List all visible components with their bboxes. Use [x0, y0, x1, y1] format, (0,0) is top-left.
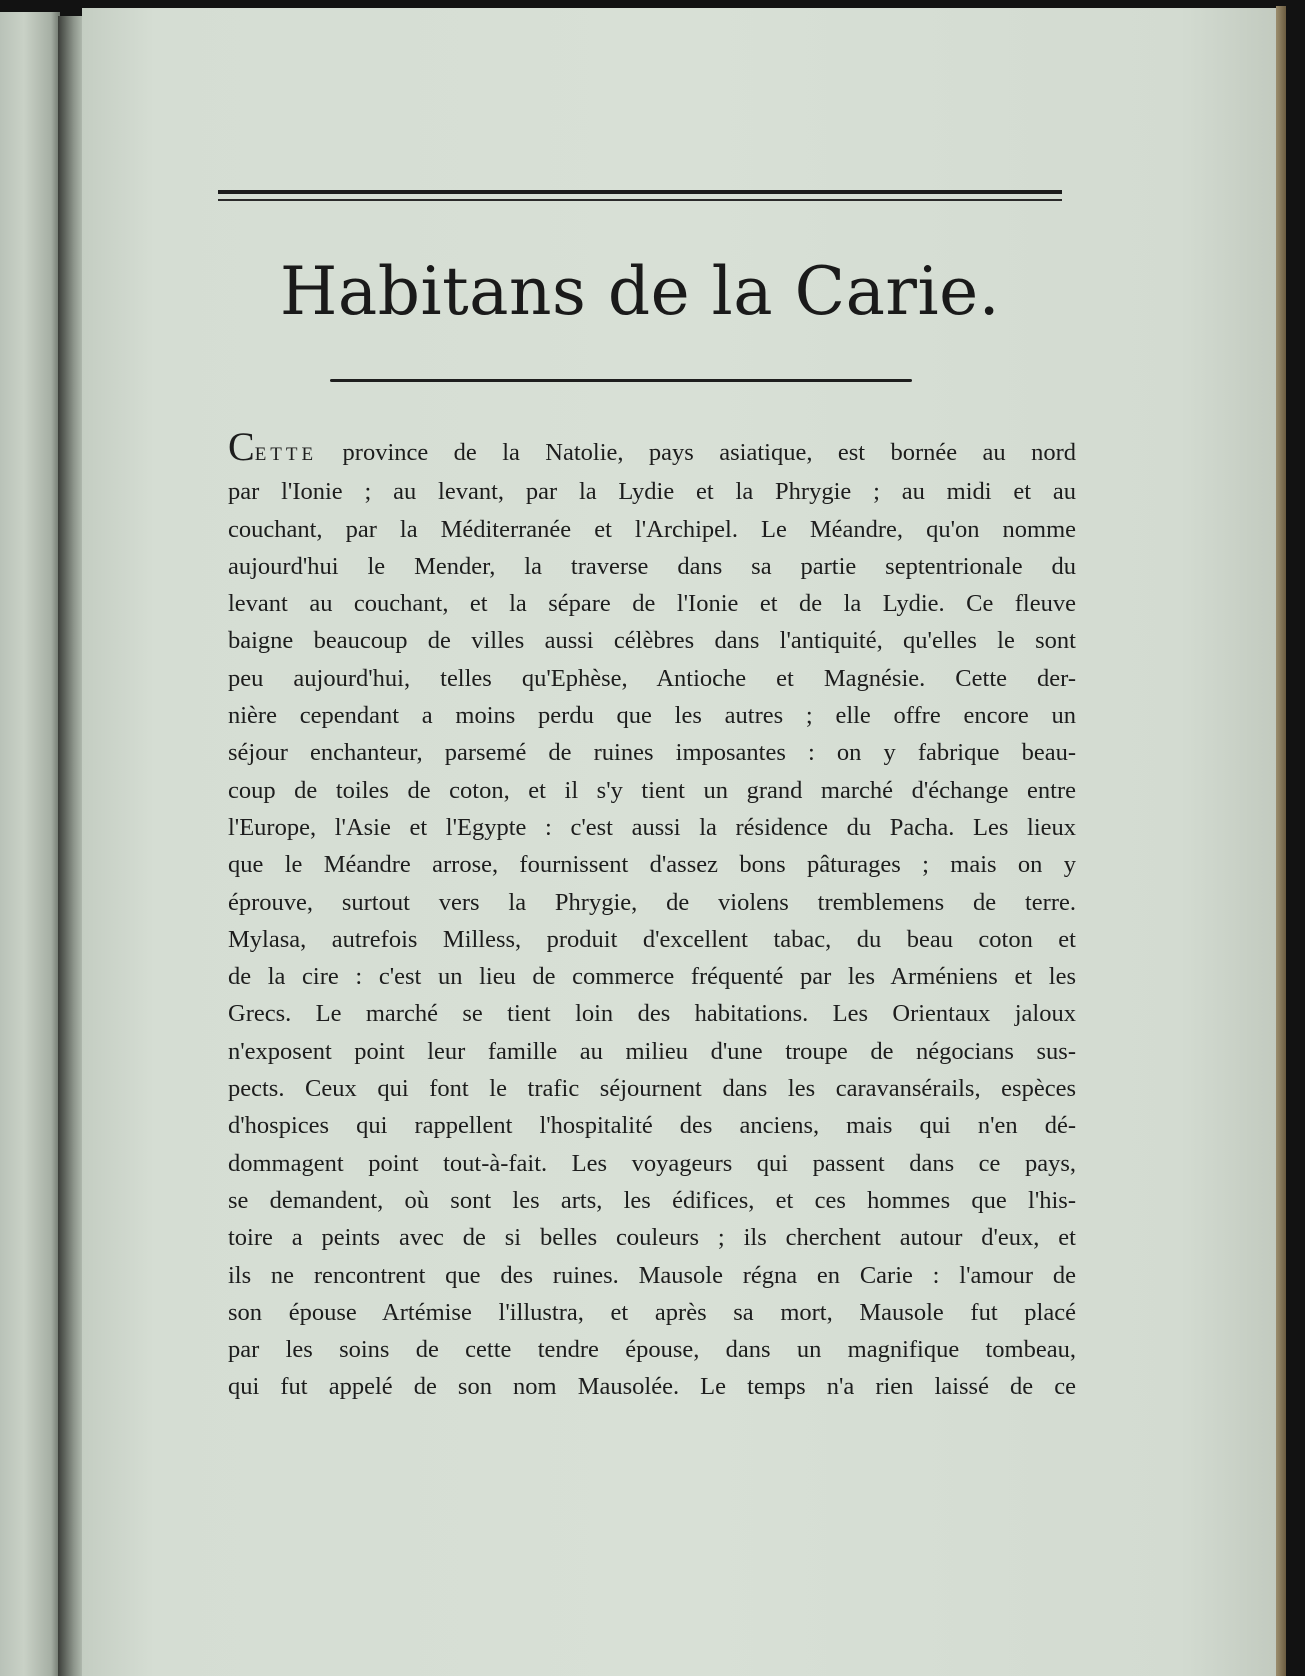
page-fore-edge: [1276, 6, 1286, 1676]
facing-page-edge: [0, 12, 60, 1676]
text-line: Mylasa, autrefois Milless, produit d'excellent tabac, du beau coton et: [228, 925, 1076, 953]
text-line: n'exposent point leur famille au milieu d'une troupe de négocians sus-: [228, 1037, 1076, 1065]
text-line: Grecs. Le marché se tient loin des habitations. Les Orientaux jaloux: [228, 1000, 1076, 1028]
text-line: que le Méandre arrose, fournissent d'assez bons pâturages ; mais on y: [228, 851, 1076, 879]
header-rule-thick: [218, 190, 1062, 194]
first-word-small-caps: ETTE: [254, 444, 318, 465]
text-line: ils ne rencontrent que des ruines. Mausole régna en Carie : l'amour de: [228, 1261, 1076, 1289]
header-rule-thin: [218, 199, 1062, 201]
text-line: qui fut appelé de son nom Mausolée. Le temps n'a rien laissé de ce: [228, 1373, 1076, 1401]
text-line: séjour enchanteur, parsemé de ruines imposantes : on y fabrique beau-: [228, 739, 1076, 767]
text-line: par les soins de cette tendre épouse, dans un magnifique tombeau,: [228, 1336, 1076, 1364]
title-underline-rule: [330, 379, 912, 382]
text-line: d'hospices qui rappellent l'hospitalité des anciens, mais qui n'en dé-: [228, 1112, 1076, 1140]
text-line: pects. Ceux qui font le trafic séjournent dans les caravansérails, espèces: [228, 1075, 1076, 1103]
drop-cap: C: [228, 424, 255, 469]
text-line: peu aujourd'hui, telles qu'Ephèse, Antioche et Magnésie. Cette der-: [228, 664, 1076, 692]
text-line: coup de toiles de coton, et il s'y tient un grand marché d'échange entre: [228, 776, 1076, 804]
text-line: son épouse Artémise l'illustra, et après sa mort, Mausole fut placé: [228, 1298, 1076, 1326]
page-title: Habitans de la Carie.: [279, 253, 1001, 330]
text-line: éprouve, surtout vers la Phrygie, de violens tremblemens de terre.: [228, 888, 1076, 916]
text-line: aujourd'hui le Mender, la traverse dans sa partie septentrionale du: [228, 552, 1076, 580]
text-line: nière cependant a moins perdu que les autres ; elle offre encore un: [228, 702, 1076, 730]
text-line: couchant, par la Méditerranée et l'Archipel. Le Méandre, qu'on nomme: [228, 515, 1076, 543]
book-gutter: [58, 16, 84, 1676]
text-line: se demandent, où sont les arts, les édifices, et ces hommes que l'his-: [228, 1186, 1076, 1214]
text-line: l'Europe, l'Asie et l'Egypte : c'est aussi la résidence du Pacha. Les lieux: [228, 813, 1076, 841]
text-line-rest: province de la Natolie, pays asiatique, est bornée au nord: [317, 439, 1076, 466]
text-line: de la cire : c'est un lieu de commerce fréquenté par les Arméniens et les: [228, 963, 1076, 991]
body-text: [228, 424, 1076, 1406]
text-line: baigne beaucoup de villes aussi célèbres dans l'antiquité, qu'elles le sont: [228, 627, 1076, 655]
text-line: toire a peints avec de si belles couleurs ; ils cherchent autour d'eux, et: [228, 1224, 1076, 1252]
text-line: [228, 424, 1076, 473]
text-line: dommagent point tout-à-fait. Les voyageurs qui passent dans ce pays,: [228, 1149, 1076, 1177]
text-line: levant au couchant, et la sépare de l'Ionie et de la Lydie. Ce fleuve: [228, 590, 1076, 618]
text-line: par l'Ionie ; au levant, par la Lydie et la Phrygie ; au midi et au: [228, 478, 1076, 506]
